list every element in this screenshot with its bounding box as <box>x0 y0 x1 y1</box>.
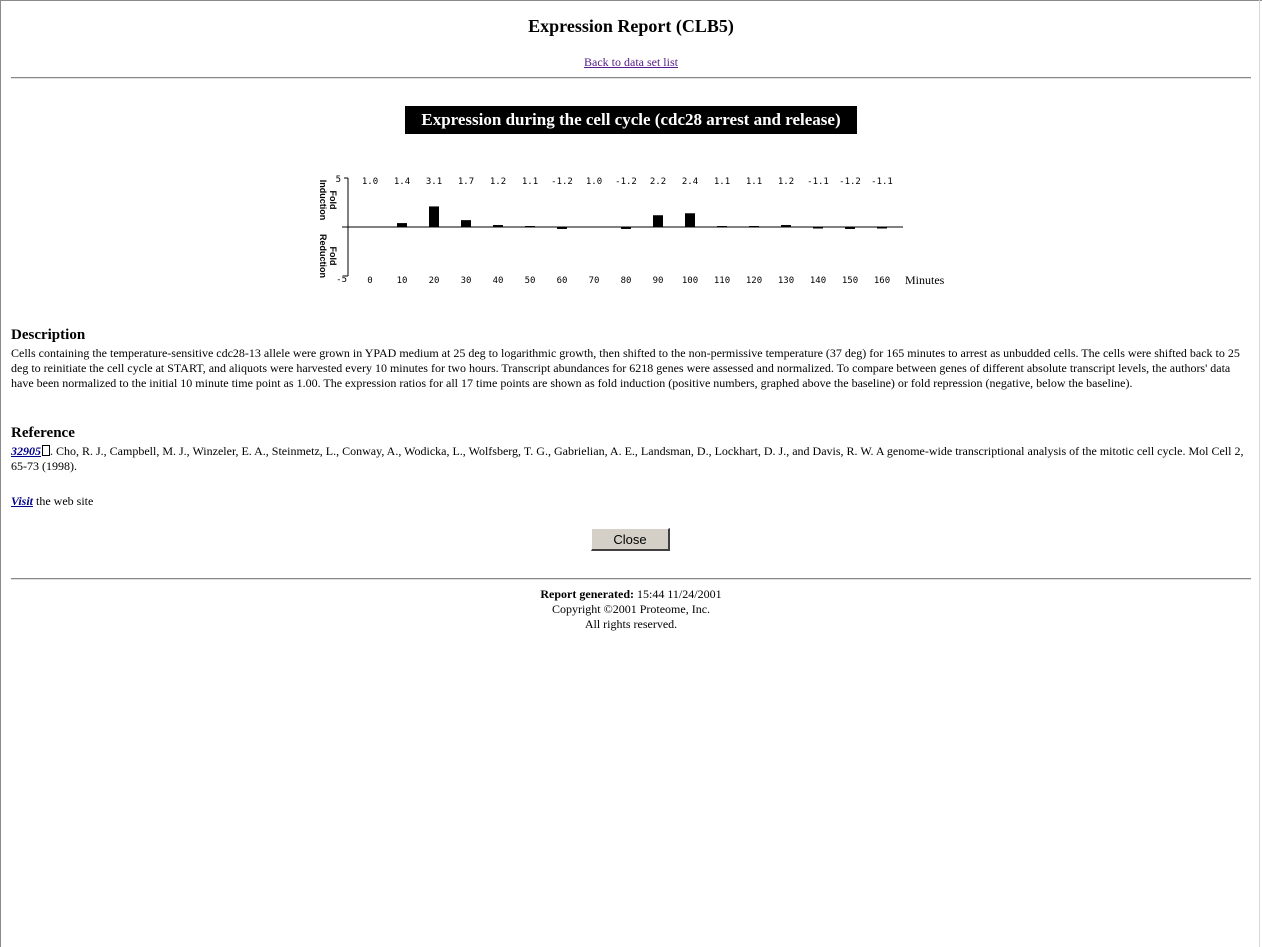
back-to-data-set-list-link[interactable]: Back to data set list <box>584 55 678 69</box>
bar-110 <box>717 226 727 228</box>
value-label-110: 1.1 <box>713 177 731 187</box>
x-tick-labels <box>367 273 944 287</box>
x-tick-label-120: 120 <box>745 276 763 286</box>
x-tick-label-30: 30 <box>460 276 472 286</box>
top-divider <box>11 77 1251 79</box>
section-banner: Expression during the cell cycle (cdc28 arrest and release) <box>405 106 857 134</box>
back-link-container <box>0 55 1262 70</box>
value-label-30: 1.7 <box>457 177 475 187</box>
value-label-20: 3.1 <box>425 177 443 187</box>
report-generated-value: 15:44 11/24/2001 <box>634 587 722 601</box>
y-label-bottom-line2: Reduction <box>318 234 328 278</box>
bar-60 <box>557 227 567 229</box>
x-tick-label-110: 110 <box>713 276 731 286</box>
x-tick-label-100: 100 <box>681 276 699 286</box>
window-right-border <box>1259 0 1260 947</box>
x-tick-label-70: 70 <box>588 276 600 286</box>
x-tick-label-140: 140 <box>809 276 827 286</box>
value-label-10: 1.4 <box>393 177 411 187</box>
bar-100 <box>685 213 695 227</box>
x-tick-label-50: 50 <box>524 276 536 286</box>
value-label-40: 1.2 <box>489 177 507 187</box>
bar-10 <box>397 223 407 227</box>
window-top-border <box>0 0 1262 1</box>
y-label-top-line1: Fold <box>328 190 338 210</box>
external-link-icon <box>42 445 50 456</box>
value-label-140: -1.1 <box>807 177 829 187</box>
value-label-150: -1.2 <box>839 177 861 187</box>
value-label-80: -1.2 <box>615 177 637 187</box>
value-label-70: 1.0 <box>585 177 603 187</box>
chart-bars <box>397 206 887 229</box>
bar-80 <box>621 227 631 229</box>
x-tick-label-40: 40 <box>492 276 504 286</box>
x-tick-label-10: 10 <box>396 276 408 286</box>
close-button[interactable]: Close <box>591 528 670 551</box>
visit-text: the web site <box>33 494 94 508</box>
expression-chart <box>300 168 960 293</box>
reference-id-link[interactable] <box>11 444 50 458</box>
x-tick-label-0: 0 <box>367 276 373 286</box>
visit-link[interactable]: Visit <box>11 494 34 508</box>
y-axis-labels <box>318 175 347 285</box>
value-label-0: 1.0 <box>361 177 379 187</box>
bar-130 <box>781 225 791 227</box>
y-label-top-line2: Induction <box>318 179 328 221</box>
reference-id: 32905 <box>11 444 41 458</box>
bar-140 <box>813 227 823 229</box>
value-label-50: 1.1 <box>521 177 539 187</box>
bar-160 <box>877 227 887 229</box>
bar-20 <box>429 206 439 227</box>
reference-citation: . Cho, R. J., Campbell, M. J., Winzeler, E. A., Steinmetz, L., Conway, A., Wodicka, L., Wolfsberg, T. G., Gabrielian, A. E., Landsman, D., Lockhart, D. J., and Davis, R. W. A genome-wide transcriptional analysis of the mitotic cell cycle. Mol Cell 2, 65-73 (1998). <box>11 444 1244 473</box>
x-tick-label-130: 130 <box>777 276 795 286</box>
bar-120 <box>749 226 759 228</box>
report-generated-label: Report generated: <box>540 587 635 601</box>
reference-heading: Reference <box>11 425 75 441</box>
page-title: Expression Report (CLB5) <box>528 16 734 36</box>
report-generated-line <box>0 587 1262 602</box>
value-label-90: 2.2 <box>649 177 667 187</box>
value-label-130: 1.2 <box>777 177 795 187</box>
value-label-160: -1.1 <box>871 177 893 187</box>
window-left-border <box>0 0 1 947</box>
y-tick-label-top: 5 <box>335 175 341 185</box>
bar-150 <box>845 227 855 229</box>
x-tick-label-60: 60 <box>556 276 568 286</box>
description-heading: Description <box>11 327 86 343</box>
x-axis-label: Minutes <box>905 273 945 287</box>
x-tick-label-90: 90 <box>652 276 664 286</box>
bar-90 <box>653 215 663 227</box>
reference-text-block <box>11 444 1251 474</box>
x-tick-label-20: 20 <box>428 276 440 286</box>
value-label-100: 2.4 <box>681 177 699 187</box>
y-label-bottom-line1: Fold <box>328 246 338 266</box>
description-text: Cells containing the temperature-sensitive cdc28-13 allele were grown in YPAD medium at 25 deg to logarithmic growth, then shifted to the non-permissive temperature (37 deg) for 165 minutes to arrest as unbudded cells. The cells were shifted back to 25 deg to reinitiate the cell cycle at START, and aliquots were harvested every 10 minutes for two hours. Transcript abundances for 6218 genes were assessed and normalized. To compare between genes of different absolute transcript levels, the authors' data have been normalized to the initial 10 minute time point as 1.00. The expression ratios for all 17 time points are shown as fold induction (positive numbers, graphed above the baseline) or fold repression (negative, below the baseline). <box>11 346 1240 390</box>
x-tick-label-160: 160 <box>873 276 891 286</box>
x-tick-label-150: 150 <box>841 276 859 286</box>
bar-30 <box>461 220 471 227</box>
copyright-text: Copyright ©2001 Proteome, Inc. <box>551 602 711 616</box>
visit-line <box>11 494 1251 509</box>
y-tick-label-bottom: -5 <box>336 275 347 285</box>
bar-50 <box>525 226 535 228</box>
value-labels <box>362 177 893 187</box>
bottom-divider <box>11 578 1251 580</box>
rights-text: All rights reserved. <box>584 617 678 631</box>
bar-40 <box>493 225 503 227</box>
x-tick-label-80: 80 <box>620 276 632 286</box>
value-label-120: 1.1 <box>745 177 763 187</box>
value-label-60: -1.2 <box>551 177 573 187</box>
